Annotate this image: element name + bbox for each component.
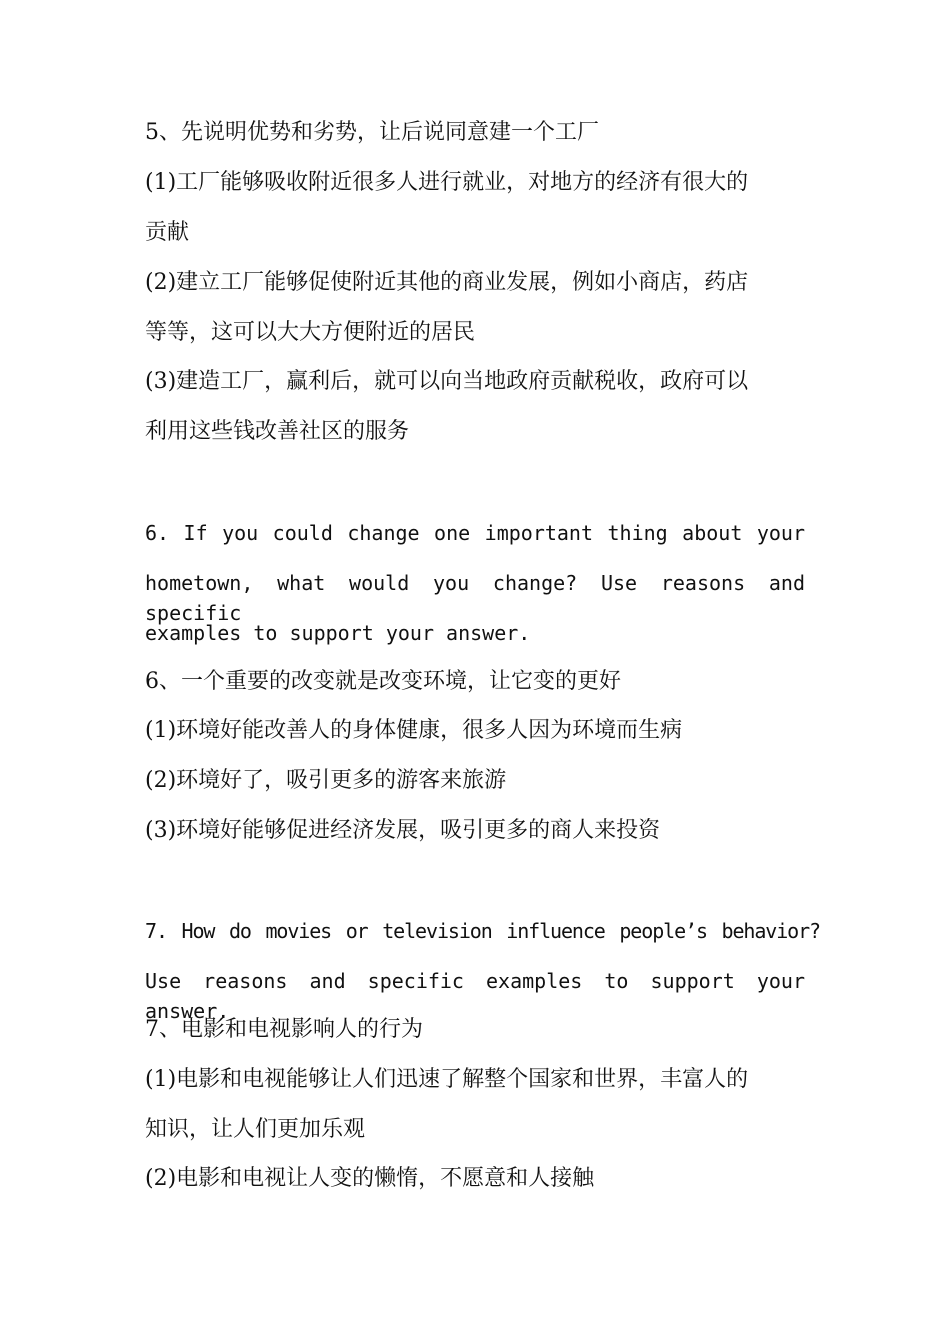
section7-point1-line2: 知识，让人们更加乐观 xyxy=(145,1117,366,1142)
section5-point3-line2: 利用这些钱改善社区的服务 xyxy=(145,419,410,444)
section7-point1-line1: (1)电影和电视能够让人们迅速了解整个国家和世界，丰富人的 xyxy=(145,1067,749,1092)
section5-point1-line2: 贡献 xyxy=(145,220,190,245)
section6-heading: 6、一个重要的改变就是改变环境，让它变的更好 xyxy=(145,669,621,694)
section5-heading: 5、先说明优势和劣势，让后说同意建一个工厂 xyxy=(145,120,599,145)
section6-point3: (3)环境好能够促进经济发展，吸引更多的商人来投资 xyxy=(145,818,661,843)
section7-question-line1: 7. How do movies or television influence people’s behavior? xyxy=(145,919,820,943)
section6-question-line1: 6. If you could change one important thing about your xyxy=(145,521,805,545)
section5-point3-line1: (3)建造工厂，赢利后，就可以向当地政府贡献税收，政府可以 xyxy=(145,369,749,394)
section7-point2: (2)电影和电视让人变的懒惰，不愿意和人接触 xyxy=(145,1166,595,1191)
section5-point2-line2: 等等，这可以大大方便附近的居民 xyxy=(145,320,476,345)
section7-heading: 7、电影和电视影响人的行为 xyxy=(145,1017,423,1042)
section7-question-line2: Use reasons and specific examples to support your answer. xyxy=(145,969,805,1023)
section5-point1-line1: (1)工厂能够吸收附近很多人进行就业，对地方的经济有很大的 xyxy=(145,170,749,195)
section6-point2: (2)环境好了，吸引更多的游客来旅游 xyxy=(145,768,507,793)
section5-point2-line1: (2)建立工厂能够促使附近其他的商业发展，例如小商店，药店 xyxy=(145,270,749,295)
section6-question-line3: examples to support your answer. xyxy=(145,621,531,645)
section6-question-line2: hometown, what would you change? Use reasons and specific xyxy=(145,571,805,625)
section6-point1: (1)环境好能改善人的身体健康，很多人因为环境而生病 xyxy=(145,718,683,743)
